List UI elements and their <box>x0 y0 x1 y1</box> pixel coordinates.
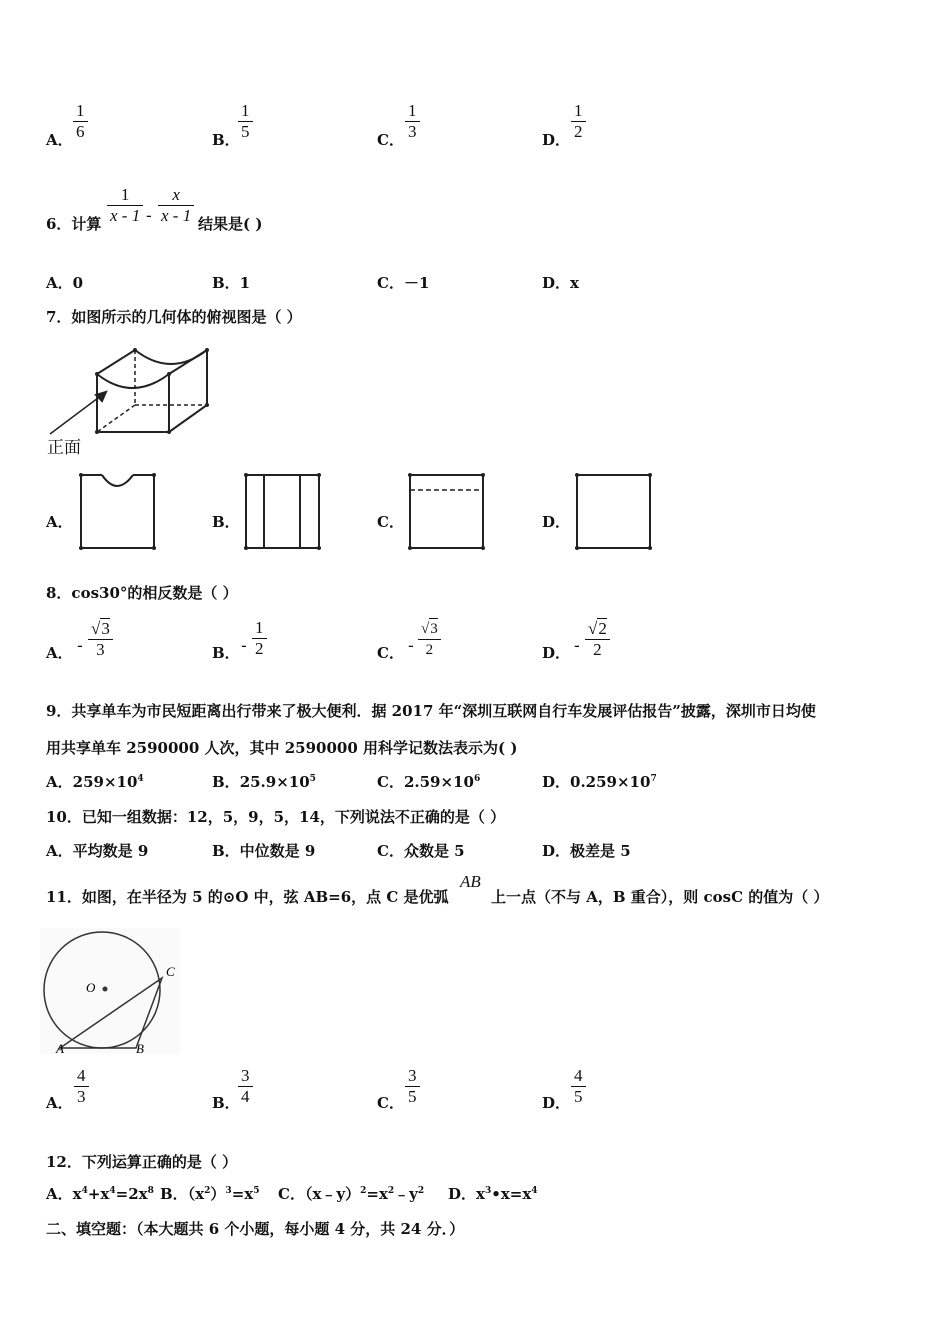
q11-option-c-fraction: $\frac{3}{5}$ <box>405 1066 420 1107</box>
q11-text-b: 上一点（不与 A，B 重合），则 cosC 的值为（ ） <box>491 888 829 906</box>
q8-option-c-sign: - <box>408 636 414 656</box>
q8-text: 8．cos30°的相反数是（ ） <box>46 584 238 602</box>
q9-option-a: A．$259\times 10^4$ <box>46 773 144 791</box>
q7-option-b-letter: B． <box>212 513 240 531</box>
q7-front-label: 正面 <box>47 438 81 458</box>
q10-text: 10．已知一组数据：12，5，9，5，14，下列说法不正确的是（ ） <box>46 808 506 826</box>
q9-line-2: 用共享单车 2590000 人次，其中 2590000 用科学记数法表示为( ) <box>46 739 518 757</box>
q6-fraction-2: $\frac{x}{x - 1}$ <box>158 185 194 226</box>
q11-option-b-fraction: $\frac{3}{4}$ <box>238 1066 253 1107</box>
q8-option-d-letter: D． <box>542 644 571 662</box>
q11-text-a: 11．如图，在半径为 5 的⊙O 中，弦 AB=6，点 C 是优弧 <box>46 888 449 906</box>
q9-option-c: C．$2.59\times 10^6$ <box>377 773 481 791</box>
q8-option-c-fraction: $\frac{√3}{2}$ <box>418 618 441 660</box>
q5-option-d-letter: D． <box>542 131 571 149</box>
q5-option-b-letter: B． <box>212 131 240 149</box>
q5-option-b-fraction: $\frac{1}{5}$ <box>238 101 253 142</box>
q7-option-c-figure <box>407 472 487 552</box>
q8-option-b-fraction: $\frac{1}{2}$ <box>252 618 267 659</box>
q10-option-d: D．极差是 5 <box>542 842 631 860</box>
q10-option-b: B．中位数是 9 <box>212 842 316 860</box>
q9-line-1: 9．共享单车为市民短距离出行带来了极大便利．据 2017 年“深圳互联网自行车发展评估报告”披露，深圳市日均使 <box>46 702 816 720</box>
q11-label-a: A <box>56 1041 64 1056</box>
q6-option-b: B．1 <box>212 274 251 292</box>
q7-text: 7．如图所示的几何体的俯视图是（ ） <box>46 308 302 326</box>
q11-arc-ab: AB <box>460 872 481 891</box>
q12-option-d: D．$x^3•x=x^4$ <box>448 1185 538 1203</box>
q8-option-a-letter: A． <box>46 644 73 662</box>
q9-option-b: B．$25.9\times 10^5$ <box>212 773 316 791</box>
q5-option-c-fraction: $\frac{1}{3}$ <box>405 101 420 142</box>
q8-option-c-letter: C． <box>377 644 404 662</box>
q11-option-c-letter: C． <box>377 1094 404 1112</box>
q12-option-b: B．$(x^2)^3=x^5$ <box>160 1185 260 1203</box>
section-2-heading: 二、填空题：（本大题共 6 个小题，每小题 4 分，共 24 分．） <box>46 1220 465 1238</box>
q11-label-o: O <box>86 980 96 995</box>
q12-text: 12．下列运算正确的是（ ） <box>46 1153 238 1171</box>
q10-option-a: A．平均数是 9 <box>46 842 149 860</box>
q6-fraction-1: $\frac{1}{x - 1}$ <box>107 185 143 226</box>
q8-option-b-letter: B． <box>212 644 240 662</box>
q10-option-c: C．众数是 5 <box>377 842 465 860</box>
q6-prefix: 6．计算 <box>46 215 102 233</box>
q7-option-d-figure <box>574 472 654 552</box>
q11-option-a-letter: A． <box>46 1094 73 1112</box>
q5-option-d-fraction: $\frac{1}{2}$ <box>571 101 586 142</box>
q8-option-d-fraction: $\frac{√2}{2}$ <box>585 618 610 660</box>
q11-option-d-fraction: $\frac{4}{5}$ <box>571 1066 586 1107</box>
q12-option-c: C．$(x﹣y)^2=x^2﹣y^2$ <box>278 1185 425 1203</box>
q8-option-d-sign: - <box>574 636 580 656</box>
q5-option-a-fraction: $\frac{1}{6}$ <box>73 101 88 142</box>
q7-option-a-figure <box>78 472 158 552</box>
q8-option-a-sign: - <box>77 636 83 656</box>
q6-suffix: 结果是( ) <box>198 215 263 233</box>
q9-option-d: D．$0.259\times 10^7$ <box>542 773 657 791</box>
q11-option-d-letter: D． <box>542 1094 571 1112</box>
q12-option-a: A．$x^4+x^4=2x^8$ <box>46 1185 154 1203</box>
q6-minus: - <box>146 206 152 226</box>
q6-option-a: A．0 <box>46 274 84 292</box>
q11-label-b: B <box>136 1041 144 1056</box>
q11-option-a-fraction: $\frac{4}{3}$ <box>74 1066 89 1107</box>
q5-option-c-letter: C． <box>377 131 404 149</box>
q11-label-c: C <box>166 964 175 979</box>
q8-option-b-sign: - <box>241 636 247 656</box>
q7-option-c-letter: C． <box>377 513 404 531</box>
q6-option-c: C．－1 <box>377 274 430 292</box>
q7-option-a-letter: A． <box>46 513 73 531</box>
q7-option-d-letter: D． <box>542 513 571 531</box>
q8-option-a-fraction: $\frac{√3}{3}$ <box>88 618 113 660</box>
q11-option-b-letter: B． <box>212 1094 240 1112</box>
q5-option-a-letter: A． <box>46 131 73 149</box>
q6-option-d: D．x <box>542 274 579 292</box>
q7-option-b-figure <box>243 472 323 552</box>
q11-circle-figure <box>40 928 180 1056</box>
